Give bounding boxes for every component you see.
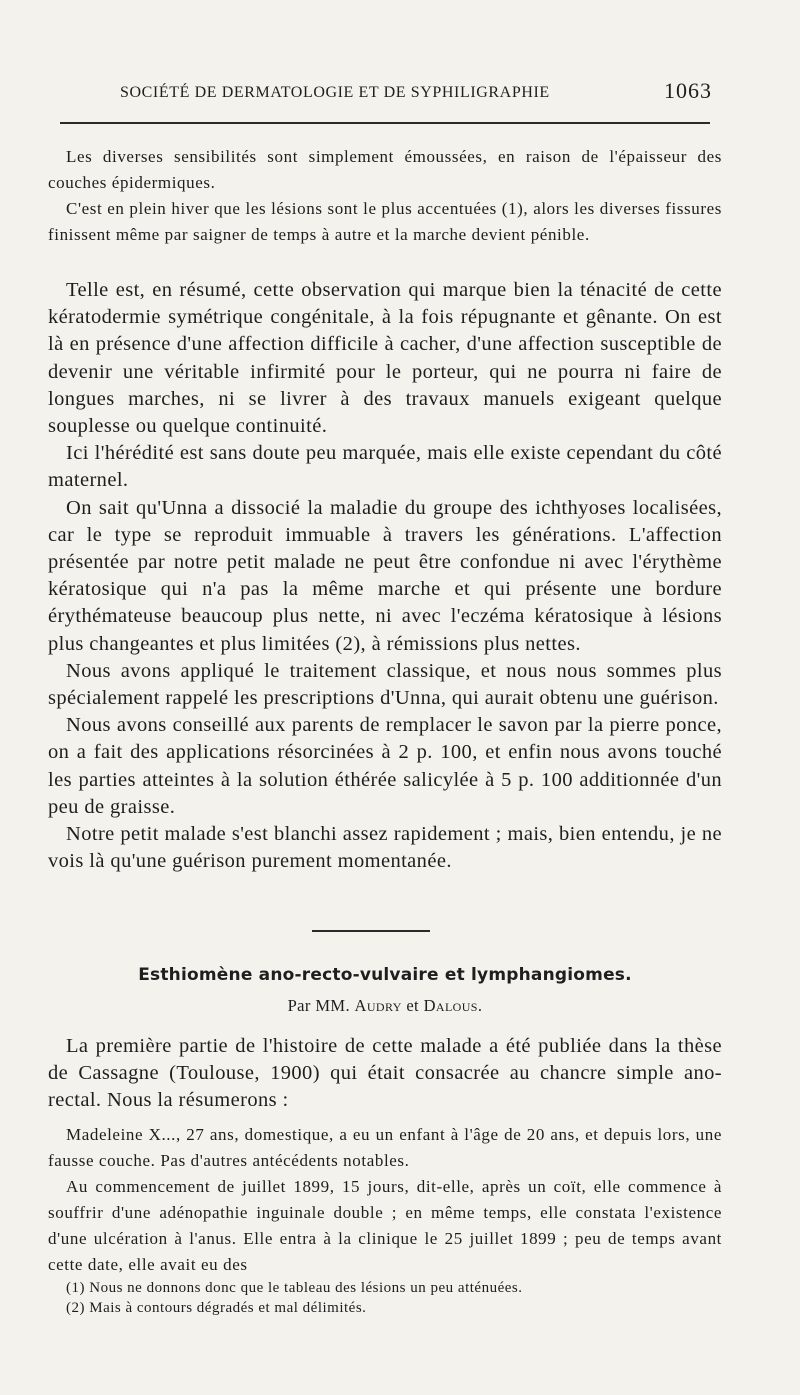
- article-title: Esthiomène ano-recto-vulvaire et lymphangiomes.: [138, 965, 632, 985]
- paragraph: Telle est, en résumé, cette observation qui marque bien la ténacité de cette kératodermie symétrique congénitale, à la fois répugnante et gênante. On est là en présence d'une affection difficile à cacher, d'une affection susceptible de devenir une véritable infirmité pour le porteur, qui ne pourra ni faire de longues marches, ni se livrer à des travaux manuels exigeant quelque souplesse ou quelque continuité.: [48, 279, 722, 438]
- continuation-section: [48, 144, 722, 248]
- running-head-title: SOCIÉTÉ DE DERMATOLOGIE ET DE SYPHILIGRAPHIE: [120, 84, 550, 101]
- section-separator: [312, 930, 430, 932]
- author-name: Audry: [354, 996, 402, 1015]
- article-authors: [48, 996, 722, 1016]
- paragraph: Nous avons conseillé aux parents de remplacer le savon par la pierre ponce, on a fait des applications résorcinées à 2 p. 100, et enfin nous avons touché les parties atteintes à la solution éthérée salicylée à 5 p. 100 additionnée d'un peu de graisse.: [48, 714, 722, 818]
- discussion-section: [48, 277, 722, 875]
- footnote: (1) Nous ne donnons donc que le tableau des lésions un peu atténuées.: [66, 1280, 523, 1296]
- authors-prefix: Par MM.: [287, 996, 350, 1015]
- paragraph: La première partie de l'histoire de cette malade a été publiée dans la thèse de Cassagne (Toulouse, 1900) qui était consacrée au chancre simple ano-rectal. Nous la résumerons :: [48, 1035, 722, 1112]
- paragraph: Au commencement de juillet 1899, 15 jours, dit-elle, après un coït, elle commence à souffrir d'une adénopathie inguinale double ; en même temps, elle constata l'existence d'une ulcération à l'anus. Elle entra à la clinique le 25 juillet 1899 ; peu de temps avant cette date, elle avait eu des: [48, 1177, 722, 1274]
- author-name: Dalous.: [423, 996, 483, 1015]
- paragraph: Ici l'hérédité est sans doute peu marquée, mais elle existe cependant du côté maternel.: [48, 442, 722, 492]
- page-number: 1063: [664, 78, 712, 103]
- article-intro: [48, 1033, 722, 1115]
- case-history: [48, 1122, 722, 1278]
- paragraph: Nous avons appliqué le traitement classique, et nous nous sommes plus spécialement rappelé les prescriptions d'Unna, qui aurait obtenu une guérison.: [48, 659, 722, 710]
- footnotes: [66, 1278, 726, 1318]
- paragraph: C'est en plein hiver que les lésions sont le plus accentuées (1), alors les diverses fissures finissent même par saigner de temps à autre et la marche devient pénible.: [48, 199, 722, 244]
- paragraph: Notre petit malade s'est blanchi assez rapidement ; mais, bien entendu, je ne vois là qu'une guérison purement momentanée.: [48, 823, 722, 873]
- paragraph: On sait qu'Unna a dissocié la maladie du groupe des ichthyoses localisées, car le type se reproduit immuable à travers les générations. L'affection présentée par notre petit malade ne peut être confondue ni avec l'érythème kératosique qui n'a pas la même marche et qui présente une bordure érythémateuse beaucoup plus nette, ni avec l'eczéma kératosique à lésions plus changeantes et plus limitées (2), à rémissions plus nettes.: [48, 496, 722, 655]
- paragraph: Les diverses sensibilités sont simplement émoussées, en raison de l'épaisseur des couches épidermiques.: [48, 147, 722, 192]
- header-rule: [60, 122, 710, 124]
- footnote: (2) Mais à contours dégradés et mal délimités.: [66, 1300, 367, 1316]
- paragraph: Madeleine X..., 27 ans, domestique, a eu un enfant à l'âge de 20 ans, et depuis lors, une fausse couche. Pas d'autres antécédents notables.: [48, 1125, 722, 1170]
- authors-conjunction: et: [406, 996, 420, 1015]
